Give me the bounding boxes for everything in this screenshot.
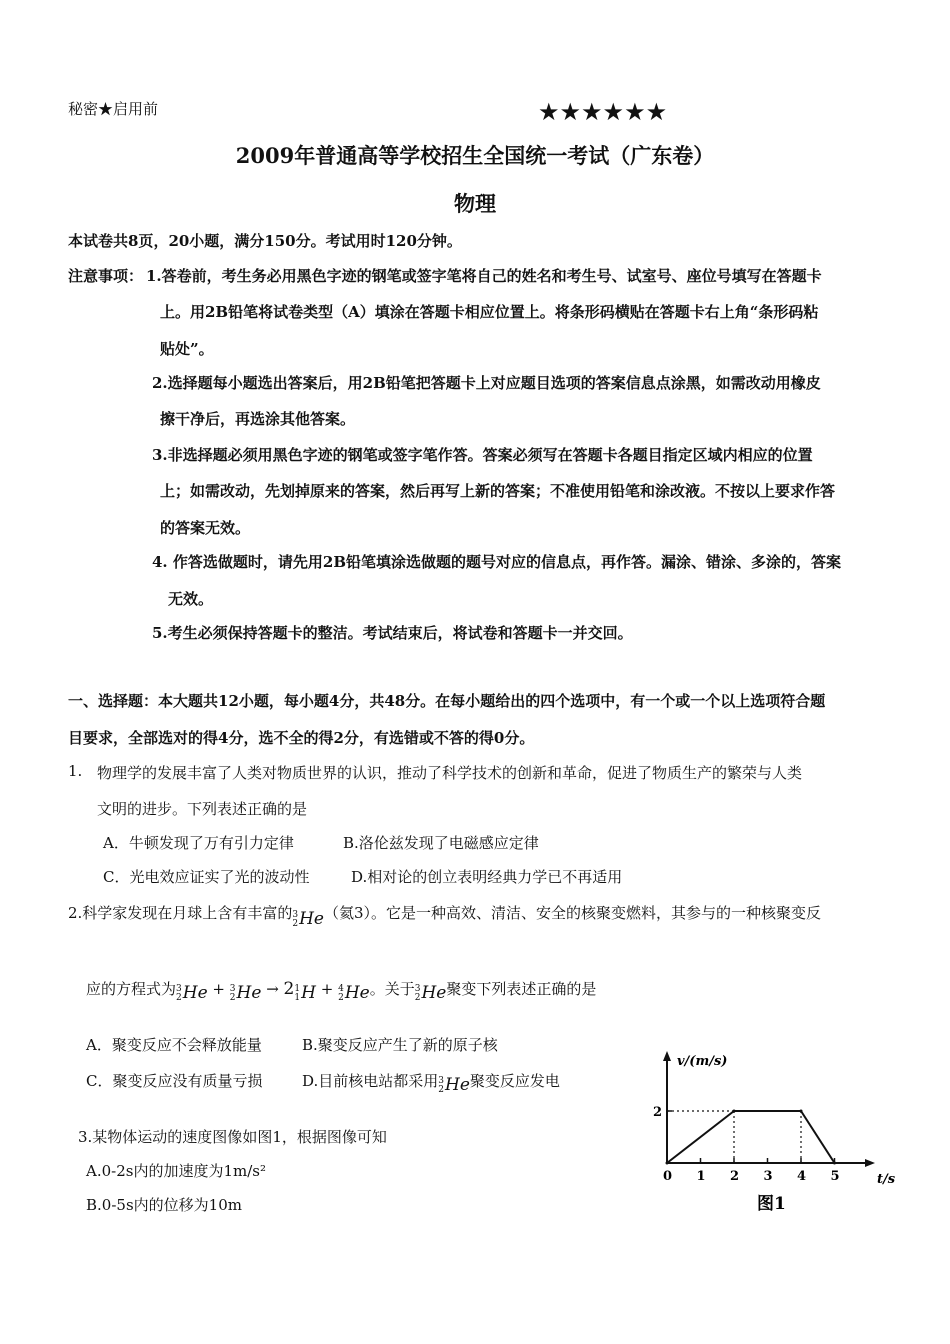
eq-coefficient: 2	[283, 979, 295, 999]
notes-label: 注意事项：	[68, 267, 144, 285]
q1-number: 1.	[68, 762, 83, 780]
q3-option-a: A.0-2s内的加速度为1m/s²	[86, 1162, 266, 1180]
q1-option-b: B.洛伦兹发现了电磁感应定律	[343, 834, 539, 852]
note-4-line-2: 无效。	[168, 590, 214, 608]
q2-eq-end: 聚变下列表述正确的是	[446, 980, 597, 998]
eq-plus-2: +	[320, 980, 334, 998]
x-axis-arrow	[865, 1159, 875, 1167]
eq-plus-1: +	[212, 980, 225, 998]
note-2-line-2: 擦干净后，再选涂其他答案。	[160, 410, 356, 428]
note-3-line-3: 的答案无效。	[160, 519, 251, 537]
q3-stem: 3.某物体运动的速度图像如图1，根据图像可知	[78, 1128, 387, 1146]
exam-title: 2009年普通高等学校招生全国统一考试（广东卷）	[235, 143, 715, 168]
note-3-line-1: 3.非选择题必须用黑色字迹的钢笔或签字笔作答。答案必须写在答题卡各题目指定区域内相应的位置	[152, 446, 813, 464]
x-tick-label-0: 0	[663, 1169, 673, 1184]
subject-title: 物理	[454, 191, 496, 216]
x-tick-label-4: 4	[797, 1169, 807, 1184]
q3-option-b: B.0-5s内的位移为10m	[86, 1196, 242, 1214]
q2-stem-pre: 2.科学家发现在月球上含有丰富的	[68, 904, 293, 922]
y-tick-label-2: 2	[653, 1105, 663, 1120]
q2-eq-post: 。关于	[369, 980, 415, 998]
q2-option-d-post: 聚变反应发电	[469, 1072, 560, 1090]
note-4-line-1: 4. 作答选做题时，请先用2B铅笔填涂选做题的题号对应的信息点，再作答。漏涂、错涂、多涂的，答案	[152, 553, 842, 571]
chart-title: 图1	[757, 1194, 786, 1214]
eq-helium3-a: 3 2 He	[176, 983, 208, 1003]
note-1-line-1: 1.答卷前，考生务必用黑色字迹的钢笔或签字笔将自己的姓名和考生号、试室号、座位号填写在答题卡	[146, 267, 822, 285]
data-point-3	[833, 1162, 836, 1165]
series-segment-2	[801, 1111, 835, 1163]
q2-option-b: B.聚变反应产生了新的原子核	[302, 1036, 498, 1054]
eq-helium4: 4 2 He	[338, 983, 370, 1003]
x-tick-label-2: 2	[730, 1169, 740, 1184]
q2-stem-line-1	[68, 902, 822, 929]
q2-eq-pre: 应的方程式为	[86, 980, 177, 998]
series-segment-0	[667, 1111, 734, 1163]
eq-helium3-c: 3 2 He	[414, 983, 447, 1003]
helium3-nuclide: 3 2 He	[292, 909, 324, 929]
y-axis-arrow	[663, 1051, 671, 1061]
note-1-line-2: 上。用2B铅笔将试卷类型（A）填涂在答题卡相应位置上。将条形码横贴在答题卡右上角“条形码粘	[160, 303, 819, 321]
q2-option-d	[302, 1070, 560, 1095]
confidential-label: 秘密★启用前	[68, 100, 159, 118]
q2-option-a: A．聚变反应不会释放能量	[86, 1036, 262, 1054]
velocity-time-chart	[645, 1045, 910, 1220]
x-tick-label-5: 5	[830, 1169, 840, 1184]
q1-stem-line-1: 物理学的发展丰富了人类对物质世界的认识，推动了科学技术的创新和革命，促进了物质生产的繁荣与人类	[97, 764, 803, 782]
eq-arrow: →	[266, 980, 279, 998]
data-point-1	[733, 1110, 736, 1113]
note-5-line-1: 5.考生必须保持答题卡的整洁。考试结束后，将试卷和答题卡一并交回。	[152, 624, 633, 642]
intro-text: 本试卷共8页，20小题，满分150分。考试用时120分钟。	[68, 232, 462, 250]
eq-hydrogen: 1 1 H	[294, 983, 316, 1003]
q1-stem-line-2: 文明的进步。下列表述正确的是	[97, 800, 308, 818]
x-axis-label: t/s	[877, 1172, 896, 1187]
x-tick-label-1: 1	[696, 1169, 706, 1184]
rating-stars: ★★★★★★	[538, 98, 668, 126]
q2-option-c: C．聚变反应没有质量亏损	[86, 1072, 263, 1090]
q1-option-c: C．光电效应证实了光的波动性	[103, 868, 310, 886]
q2-stem-mid: （氦3）。它是一种高效、清洁、安全的核聚变燃料，其参与的一种核聚变反	[323, 904, 822, 922]
option-d-helium3: 3 2 He	[438, 1075, 470, 1095]
data-point-2	[800, 1110, 803, 1113]
note-3-line-2: 上；如需改动，先划掉原来的答案，然后再写上新的答案；不准使用铅笔和涂改液。不按以上要求作答	[160, 482, 836, 500]
q1-option-d: D.相对论的创立表明经典力学已不再适用	[351, 868, 623, 886]
note-1-line-3: 贴处”。	[160, 340, 214, 358]
data-point-0	[666, 1162, 669, 1165]
q1-option-a: A．牛顿发现了万有引力定律	[103, 834, 294, 852]
eq-helium3-b: 3 2 He	[229, 983, 262, 1003]
section1-line-2: 目要求，全部选对的得4分，选不全的得2分，有选错或不答的得0分。	[68, 729, 535, 747]
note-2-line-1: 2.选择题每小题选出答案后，用2B铅笔把答题卡上对应题目选项的答案信息点涂黑，如需改动用橡皮	[152, 374, 821, 392]
q2-equation-line	[86, 978, 597, 1003]
section1-line-1: 一、选择题：本大题共12小题，每小题4分，共48分。在每小题给出的四个选项中，有一个或一个以上选项符合题	[68, 692, 826, 710]
q2-option-d-pre: D.目前核电站都采用	[302, 1072, 439, 1090]
y-axis-label: v/(m/s)	[677, 1054, 728, 1069]
x-tick-label-3: 3	[763, 1169, 773, 1184]
